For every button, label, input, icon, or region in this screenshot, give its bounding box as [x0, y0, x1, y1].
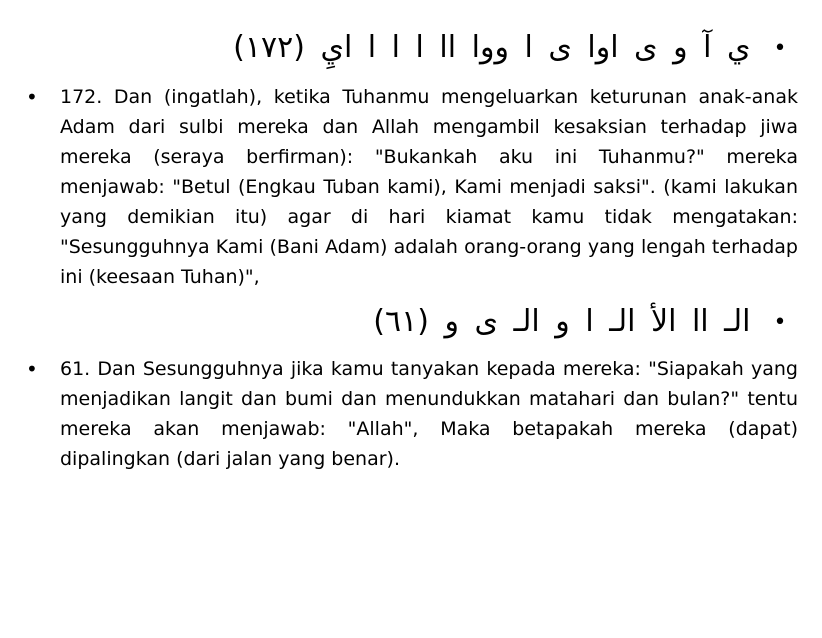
arabic-verse-61	[40, 300, 800, 344]
translation-172	[26, 82, 798, 292]
translation-text: 61. Dan Sesungguhnya jika kamu tanyakan kepada mereka: "Siapakah yang menjadikan langit dan bumi dan menundukkan matahari dan bulan?" tentu mereka akan menjawab: "Allah", Maka betapakah mereka (dapat) dipalingkan (dari jalan yang benar).	[60, 358, 798, 470]
translation-bullet: •	[26, 85, 38, 109]
arabic-verse-text: الـ اا الأ الـ ا و الـ ى و (٦١)	[373, 304, 751, 339]
translation-bullet: •	[26, 357, 38, 381]
arabic-bullet: •	[773, 35, 787, 61]
translation-text: 172. Dan (ingatlah), ketika Tuhanmu mengeluarkan keturunan anak-anak Adam dari sulbi mereka dan Allah mengambil kesaksian terhadap jiwa mereka (seraya berfirman): "Bukankah aku ini Tuhanmu?" mereka menjawab: "Betul (Engkau Tuban kami), Kami menjadi saksi". (kami lakukan yang demikian itu) agar di hari kiamat kamu tidak mengatakan: "Sesungguhnya Kami (Bani Adam) adalah orang-orang yang lengah terhadap ini (keesaan Tuhan)",	[60, 86, 798, 288]
arabic-verse-172	[40, 26, 800, 70]
translation-61	[26, 354, 798, 474]
arabic-verse-text: ي آ و ى اوا ى ا ووا اا ا ا ا ايِ (١٧٢)	[233, 30, 751, 65]
arabic-bullet: •	[773, 309, 787, 335]
